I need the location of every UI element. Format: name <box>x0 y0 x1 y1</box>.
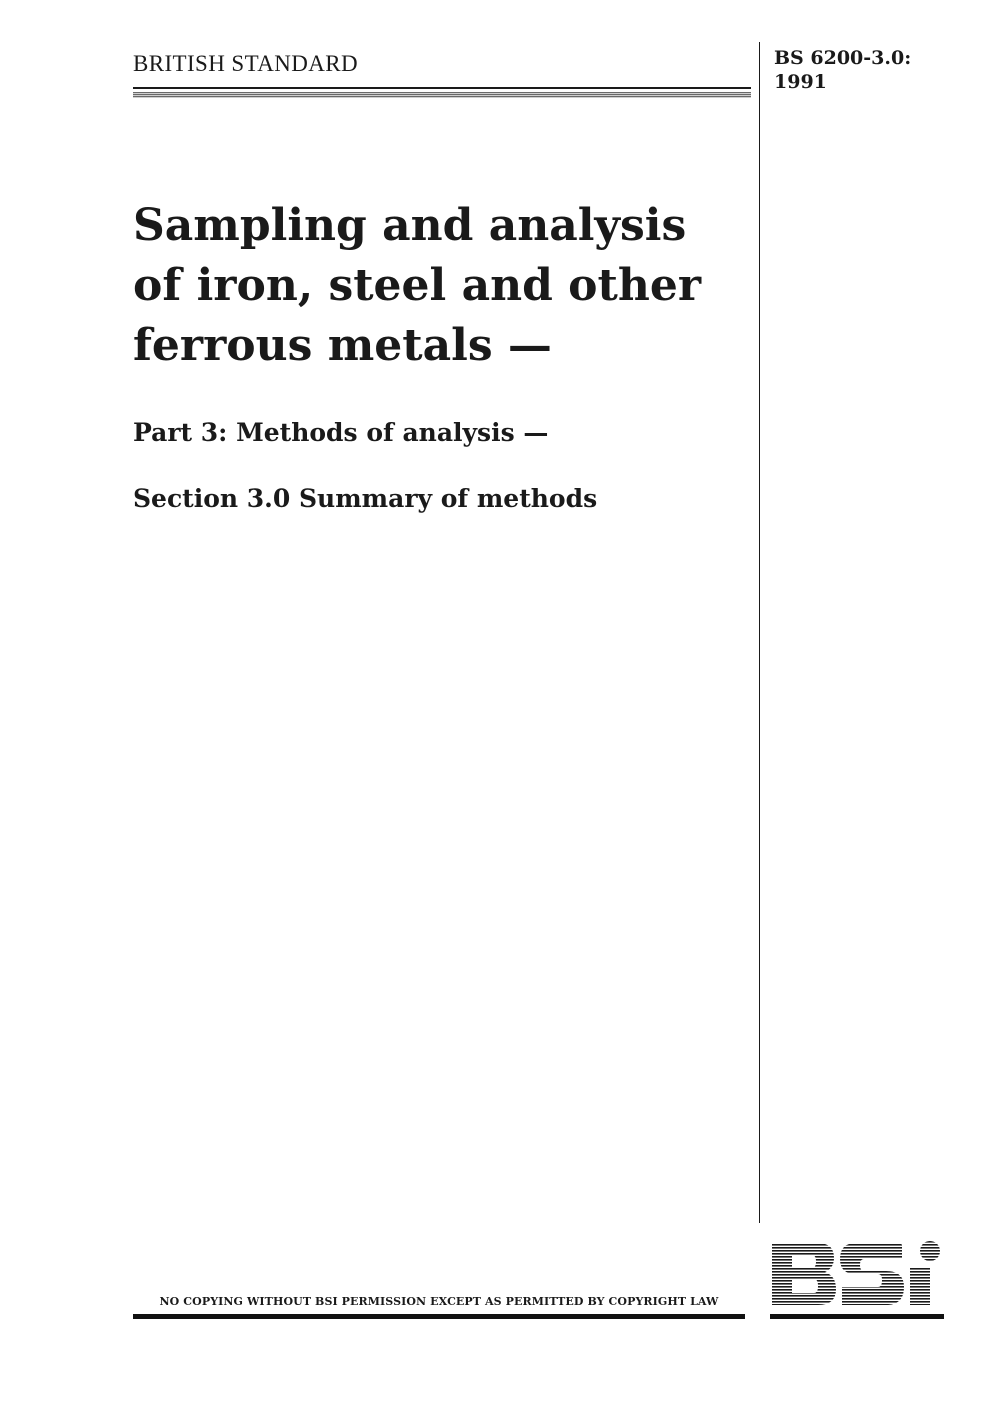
vertical-rule <box>759 42 760 1223</box>
part-heading: Part 3: Methods of analysis — <box>133 418 549 447</box>
logo-underline <box>770 1314 944 1319</box>
copyright-notice: NO COPYING WITHOUT BSI PERMISSION EXCEPT AS PERMITTED BY COPYRIGHT LAW <box>159 1295 719 1308</box>
title-line-3: ferrous metals — <box>133 320 552 371</box>
header-rule-band <box>133 92 751 98</box>
standard-number-line1: BS 6200-3.0: <box>774 47 912 69</box>
document-title <box>133 196 748 376</box>
section-heading: Section 3.0 Summary of methods <box>133 484 598 513</box>
bottom-rule <box>133 1314 745 1319</box>
header-label: BRITISH STANDARD <box>133 51 358 76</box>
bsi-logo <box>770 1241 946 1307</box>
header-rule <box>133 87 751 89</box>
standard-number <box>774 46 911 94</box>
standard-number-line2: 1991 <box>774 71 827 93</box>
title-line-1: Sampling and analysis <box>133 200 687 251</box>
title-line-2: of iron, steel and other <box>133 260 702 311</box>
